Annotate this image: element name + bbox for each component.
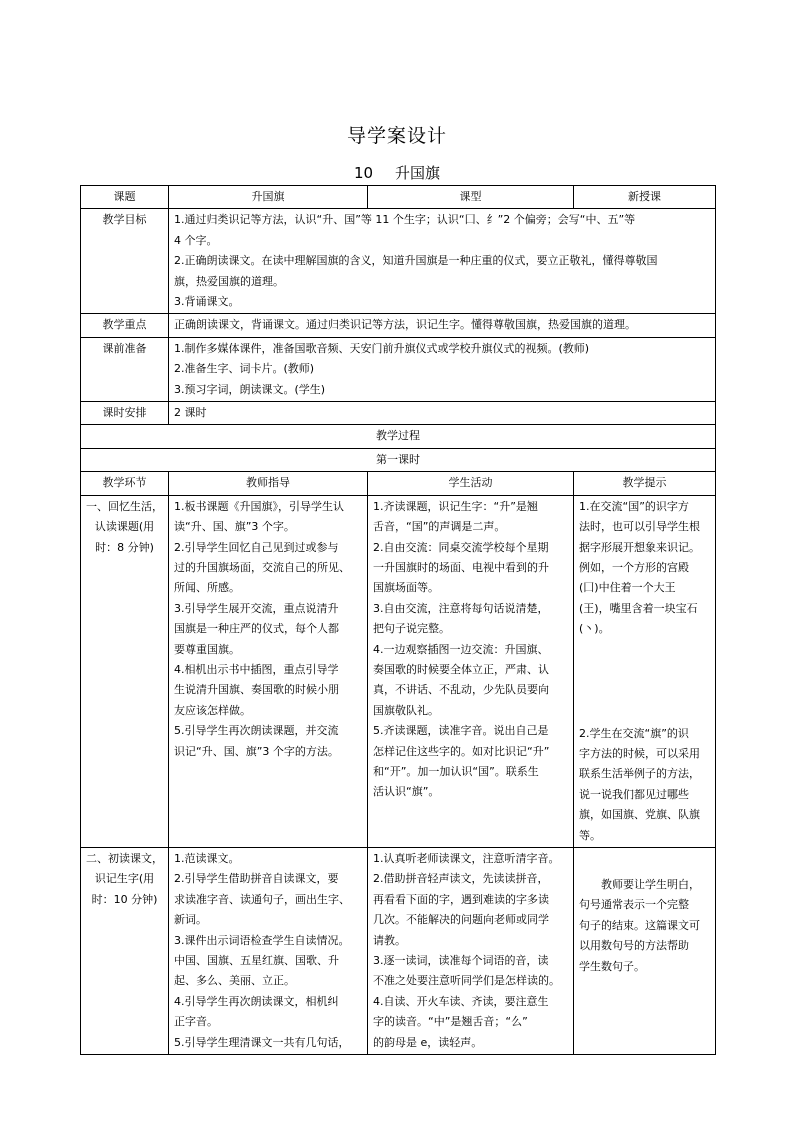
student-line: 再看看下面的字，遇到难读的字多读 [373, 892, 549, 906]
goal-line: 4 个字。 [174, 233, 218, 247]
student-line: 奏国歌的时候要全体立正，严肃、认 [373, 662, 549, 676]
student-line: 请教。 [373, 933, 406, 947]
teacher-line: 中国、国旗、五星红旗、国歌、升 [174, 954, 339, 967]
student-line: 怎样记住这些字的。如对比识记“升” [373, 744, 550, 758]
teacher-line: 5.引导学生理清课文一共有几句话， [174, 1035, 350, 1049]
student-line: 一升国旗时的场面、电视中看到的升 [373, 560, 549, 574]
student-line: 不准之处要注意听同学们是怎样读的。 [373, 974, 560, 988]
student-line: 真，不讲话、不乱动，少先队员要向 [373, 683, 549, 697]
topic-label: 课题 [81, 186, 169, 209]
header-stage: 教学环节 [81, 472, 169, 495]
goal-line: 1.通过归类识记等方法，认识“升、国”等 11 个生字；认识“囗、纟”2 个偏旁；会写“中、五”等 [174, 213, 636, 227]
type-label: 课型 [368, 186, 574, 209]
student-line: 2.自由交流：同桌交流学校每个星期 [373, 540, 549, 554]
teacher-line: 1.板书课题《升国旗》，引导学生认 [174, 499, 344, 513]
page-title: 导学案设计 [346, 125, 447, 147]
stage2-student [368, 847, 574, 1054]
hint-line: 据字形展开想象来识记。 [579, 540, 700, 554]
teacher-line: 要尊重国旗。 [174, 642, 240, 656]
stage2-name [81, 847, 169, 1054]
stage-name-line: 一、回忆生活， [86, 499, 163, 513]
hint-line: 例如，一个方形的宫殿 [579, 560, 689, 574]
teacher-line: 5.引导学生再次朗读课题，并交流 [174, 724, 339, 738]
teacher-line: 4.引导学生再次朗读课文，相机纠 [174, 994, 339, 1008]
hint-line: 字方法的时候，可以采用 [579, 746, 700, 760]
student-line: 把句子说完整。 [373, 622, 450, 636]
hint-line: 说一说我们都见过哪些 [579, 787, 689, 801]
goals-cell [169, 209, 716, 314]
topic-value: 升国旗 [169, 186, 368, 209]
stage-name-line: 识记生字(用 [94, 872, 155, 886]
hint-line: 联系生活举例子的方法， [579, 767, 700, 781]
row-topic [81, 186, 716, 209]
header-hint: 教学提示 [574, 472, 716, 495]
student-line: 3.逐一读词，读准每个词语的音，读 [373, 954, 549, 967]
teacher-line: 3.引导学生展开交流，重点说清升 [174, 601, 339, 615]
teacher-line: 3.课件出示词语检查学生自读情况。 [174, 933, 350, 947]
hint-line: (囗)中住着一个大王 [579, 581, 676, 595]
key-value: 正确朗读课文，背诵课文。通过归类识记等方法，识记生字。懂得尊敬国旗，热爱国旗的道理。 [169, 314, 716, 337]
student-line: 国旗场面等。 [373, 581, 439, 595]
period-title: 第一课时 [81, 448, 716, 471]
stage1-hint [574, 495, 716, 847]
stage-name-line: 时：8 分钟) [95, 540, 154, 554]
prep-cell [169, 337, 716, 401]
row-period-title [81, 448, 716, 471]
teacher-line: 友应该怎样做。 [174, 703, 251, 717]
header-student: 学生活动 [368, 472, 574, 495]
teacher-line: 求读准字音、读通句子，画出生字、 [174, 892, 350, 906]
teacher-line: 过的升国旗场面，交流自己的所见、 [174, 560, 350, 574]
prep-line: 3.预习字词，朗读课文。(学生) [174, 382, 326, 396]
teacher-line: 读“升、国、旗”3 个字。 [174, 520, 295, 534]
row-preparation [81, 337, 716, 401]
prep-line: 2.准备生字、词卡片。(教师) [174, 362, 315, 376]
stage2-hint [574, 847, 716, 1054]
goal-line: 3.背诵课文。 [174, 295, 240, 309]
student-line: 和“开”。加一加认识“国”。联系生 [373, 764, 539, 778]
student-line: 4.一边观察插图一边交流：升国旗、 [373, 642, 549, 656]
hint-line: 2.学生在交流“旗”的识 [579, 726, 689, 740]
teacher-line: 识记“升、国、旗”3 个字的方法。 [174, 744, 339, 758]
student-line: 活认识“旗”。 [373, 785, 440, 799]
teacher-line: 4.相机出示书中插图，重点引导学 [174, 662, 339, 676]
row-section-title [81, 425, 716, 448]
stage-name-line: 认读课题(用 [94, 520, 155, 534]
hint-line: (王)，嘴里含着一块宝石 [579, 601, 698, 615]
hint-line: 法时，也可以引导学生根 [579, 520, 700, 534]
hint-line: 教师要让学生明白， [579, 877, 700, 891]
teacher-line: 起、多么、美丽、立正。 [174, 974, 295, 988]
hint-line: 1.在交流“国”的识字方 [579, 499, 689, 513]
stage-name-line: 时：10 分钟) [91, 892, 158, 906]
hint-line: 句子的结束。这篇课文可 [579, 918, 700, 932]
row-key-points [81, 314, 716, 337]
hint-line: 句号通常表示一个完整 [579, 898, 689, 912]
section-title: 教学过程 [81, 425, 716, 448]
student-line: 字的读音。“中”是翘舌音；“么” [373, 1015, 528, 1029]
student-line: 几次。不能解决的问题向老师或同学 [373, 913, 549, 927]
student-line: 1.认真听老师读课文，注意听清字音。 [373, 851, 560, 865]
teacher-line: 国旗是一种庄严的仪式，每个人都 [174, 622, 339, 636]
stage-name-line: 二、初读课文， [86, 851, 163, 865]
teacher-line: 生说清升国旗、奏国歌的时候小朋 [174, 683, 339, 697]
lesson-heading [0, 162, 794, 183]
student-line: 舌音，“国”的声调是二声。 [373, 520, 506, 534]
student-line: 1.齐读课题，识记生字：“升”是翘 [373, 499, 538, 513]
row-stage-2 [81, 847, 716, 1054]
row-goals [81, 209, 716, 314]
type-value: 新授课 [574, 186, 716, 209]
goals-label: 教学目标 [81, 209, 169, 314]
hint-line: 等。 [579, 828, 601, 842]
goal-line: 旗，热爱国旗的道理。 [174, 274, 284, 288]
lesson-title: 升国旗 [395, 164, 441, 182]
hours-label: 课时安排 [81, 402, 169, 425]
row-hours [81, 402, 716, 425]
teacher-line: 1.范读课文。 [174, 851, 240, 865]
student-line: 5.齐读课题，读准字音。说出自己是 [373, 724, 549, 738]
stage1-student [368, 495, 574, 847]
lesson-plan-table [80, 185, 716, 1055]
row-stage-1 [81, 495, 716, 847]
prep-label: 课前准备 [81, 337, 169, 401]
teacher-line: 所闻、所感。 [174, 581, 240, 595]
stage2-teacher [169, 847, 368, 1054]
hint-line: 以用数句号的方法帮助 [579, 939, 689, 953]
hours-value: 2 课时 [169, 402, 716, 425]
spacer [579, 640, 710, 724]
student-line: 的韵母是 e，读轻声。 [373, 1035, 483, 1049]
teacher-line: 新词。 [174, 913, 207, 927]
lesson-number: 10 [353, 164, 374, 182]
hint-line: 学生数句子。 [579, 959, 645, 973]
spacer [579, 849, 710, 875]
student-line: 2.借助拼音轻声读文，先读读拼音， [373, 872, 549, 886]
hint-line: 旗，如国旗、党旗、队旗 [579, 808, 700, 822]
stage1-teacher [169, 495, 368, 847]
teacher-line: 2.引导学生借助拼音自读课文，要 [174, 872, 339, 886]
student-line: 4.自读、开火车读、齐读，要注意生 [373, 994, 549, 1008]
key-label: 教学重点 [81, 314, 169, 337]
prep-line: 1.制作多媒体课件，准备国歌音频、天安门前升旗仪式或学校升旗仪式的视频。(教师) [174, 341, 590, 355]
row-process-headers [81, 472, 716, 495]
teacher-line: 2.引导学生回忆自己见到过或参与 [174, 540, 339, 554]
stage1-name [81, 495, 169, 847]
goal-line: 2.正确朗读课文。在读中理解国旗的含义，知道升国旗是一种庄重的仪式，要立正敬礼，懂得尊敬国 [174, 254, 658, 268]
teacher-line: 正字音。 [174, 1015, 218, 1029]
student-line: 国旗敬队礼。 [373, 703, 439, 717]
student-line: 3.自由交流，注意将每句话说清楚， [373, 601, 549, 615]
hint-line: (丶)。 [579, 622, 610, 636]
header-teacher: 教师指导 [169, 472, 368, 495]
